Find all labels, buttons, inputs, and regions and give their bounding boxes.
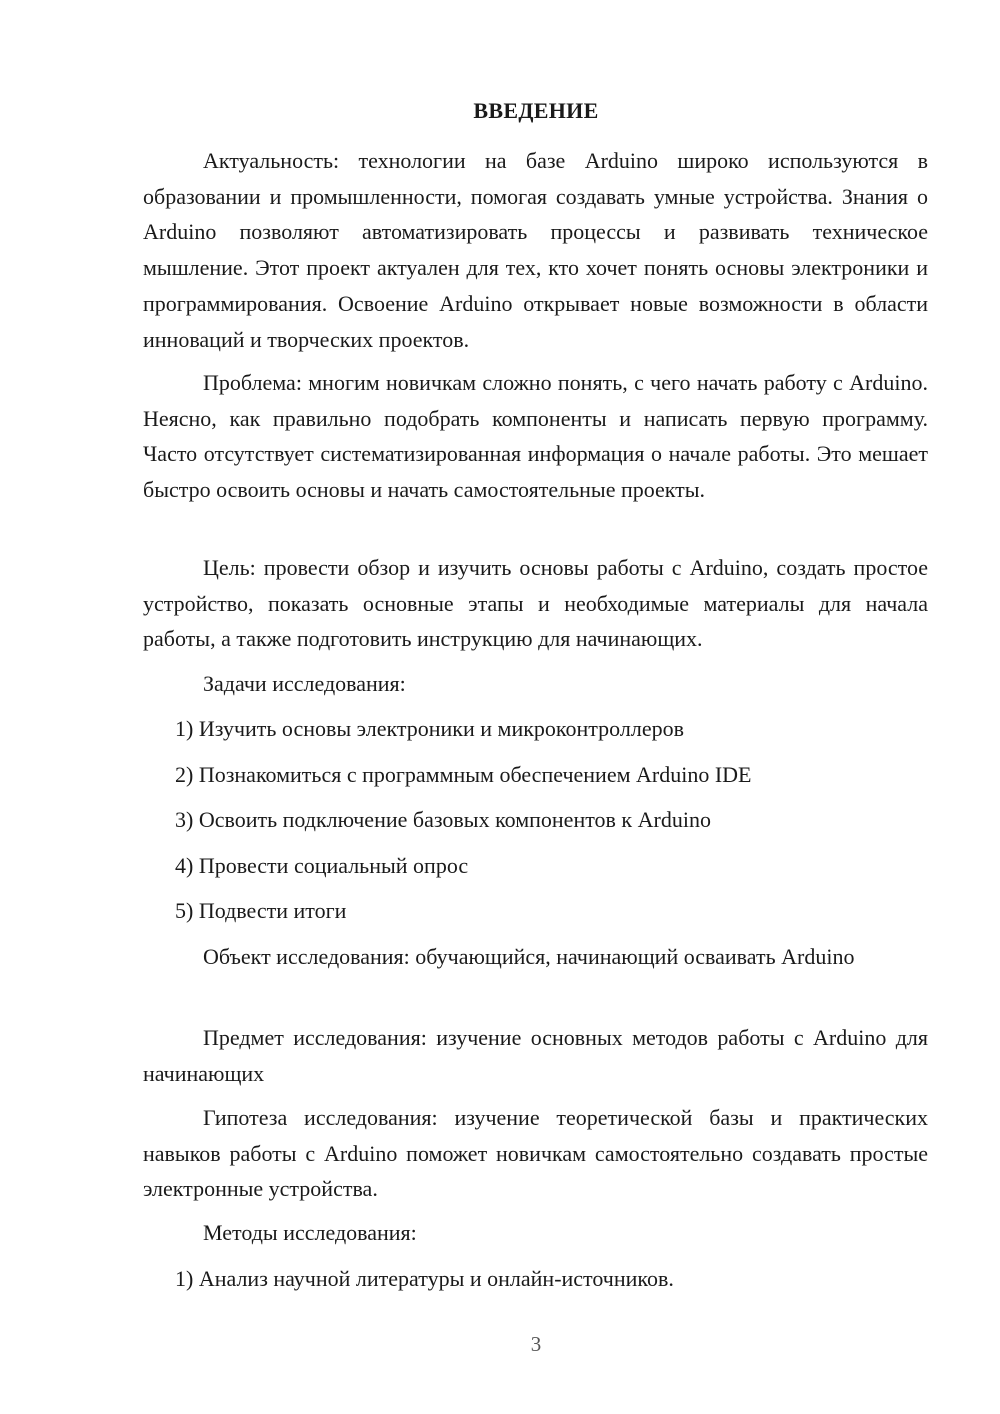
methods-heading: Методы исследования: — [203, 1220, 417, 1245]
task-item-2: 2) Познакомиться с программным обеспечением Arduino IDE — [175, 762, 752, 787]
paragraph-object: Объект исследования: обучающийся, начинающий осваивать Arduino — [203, 944, 855, 969]
task-item-1: 1) Изучить основы электроники и микроконтроллеров — [175, 716, 684, 741]
paragraph-subject: Предмет исследования: изучение основных методов работы с Arduino для начинающих — [143, 1025, 928, 1086]
page-number: 3 — [530, 1332, 542, 1356]
tasks-heading: Задачи исследования: — [203, 671, 406, 696]
paragraph-hypothesis: Гипотеза исследования: изучение теоретической базы и практических навыков работы с Arduino поможет новичкам самостоятельно создавать простые электронные устройства. — [143, 1105, 928, 1202]
page-title: ВВЕДЕНИЕ — [473, 98, 599, 123]
task-item-4: 4) Провести социальный опрос — [175, 853, 469, 878]
paragraph-goal: Цель: провести обзор и изучить основы работы с Arduino, создать простое устройство, показать основные этапы и необходимые материалы для начала работы, а также подготовить инструкцию для начинающих. — [143, 555, 928, 652]
task-item-3: 3) Освоить подключение базовых компонентов к Arduino — [175, 807, 711, 832]
method-item-1: 1) Анализ научной литературы и онлайн-источников. — [175, 1266, 674, 1291]
paragraph-relevance: Актуальность: технологии на базе Arduino широко используются в образовании и промышленности, помогая создавать умные устройства. Знания о Arduino позволяют автоматизировать процессы и развивать техническое мышление. Этот проект актуален для тех, кто хочет понять основы электроники и программирования. Освоение Arduino открывает новые возможности в области инноваций и творческих проектов. — [143, 148, 928, 352]
paragraph-problem: Проблема: многим новичкам сложно понять, с чего начать работу с Arduino. Неясно, как правильно подобрать компоненты и написать первую программу. Часто отсутствует систематизированная информация о начале работы. Это мешает быстро освоить основы и начать самостоятельные проекты. — [143, 370, 928, 503]
task-item-5: 5) Подвести итоги — [175, 898, 347, 923]
